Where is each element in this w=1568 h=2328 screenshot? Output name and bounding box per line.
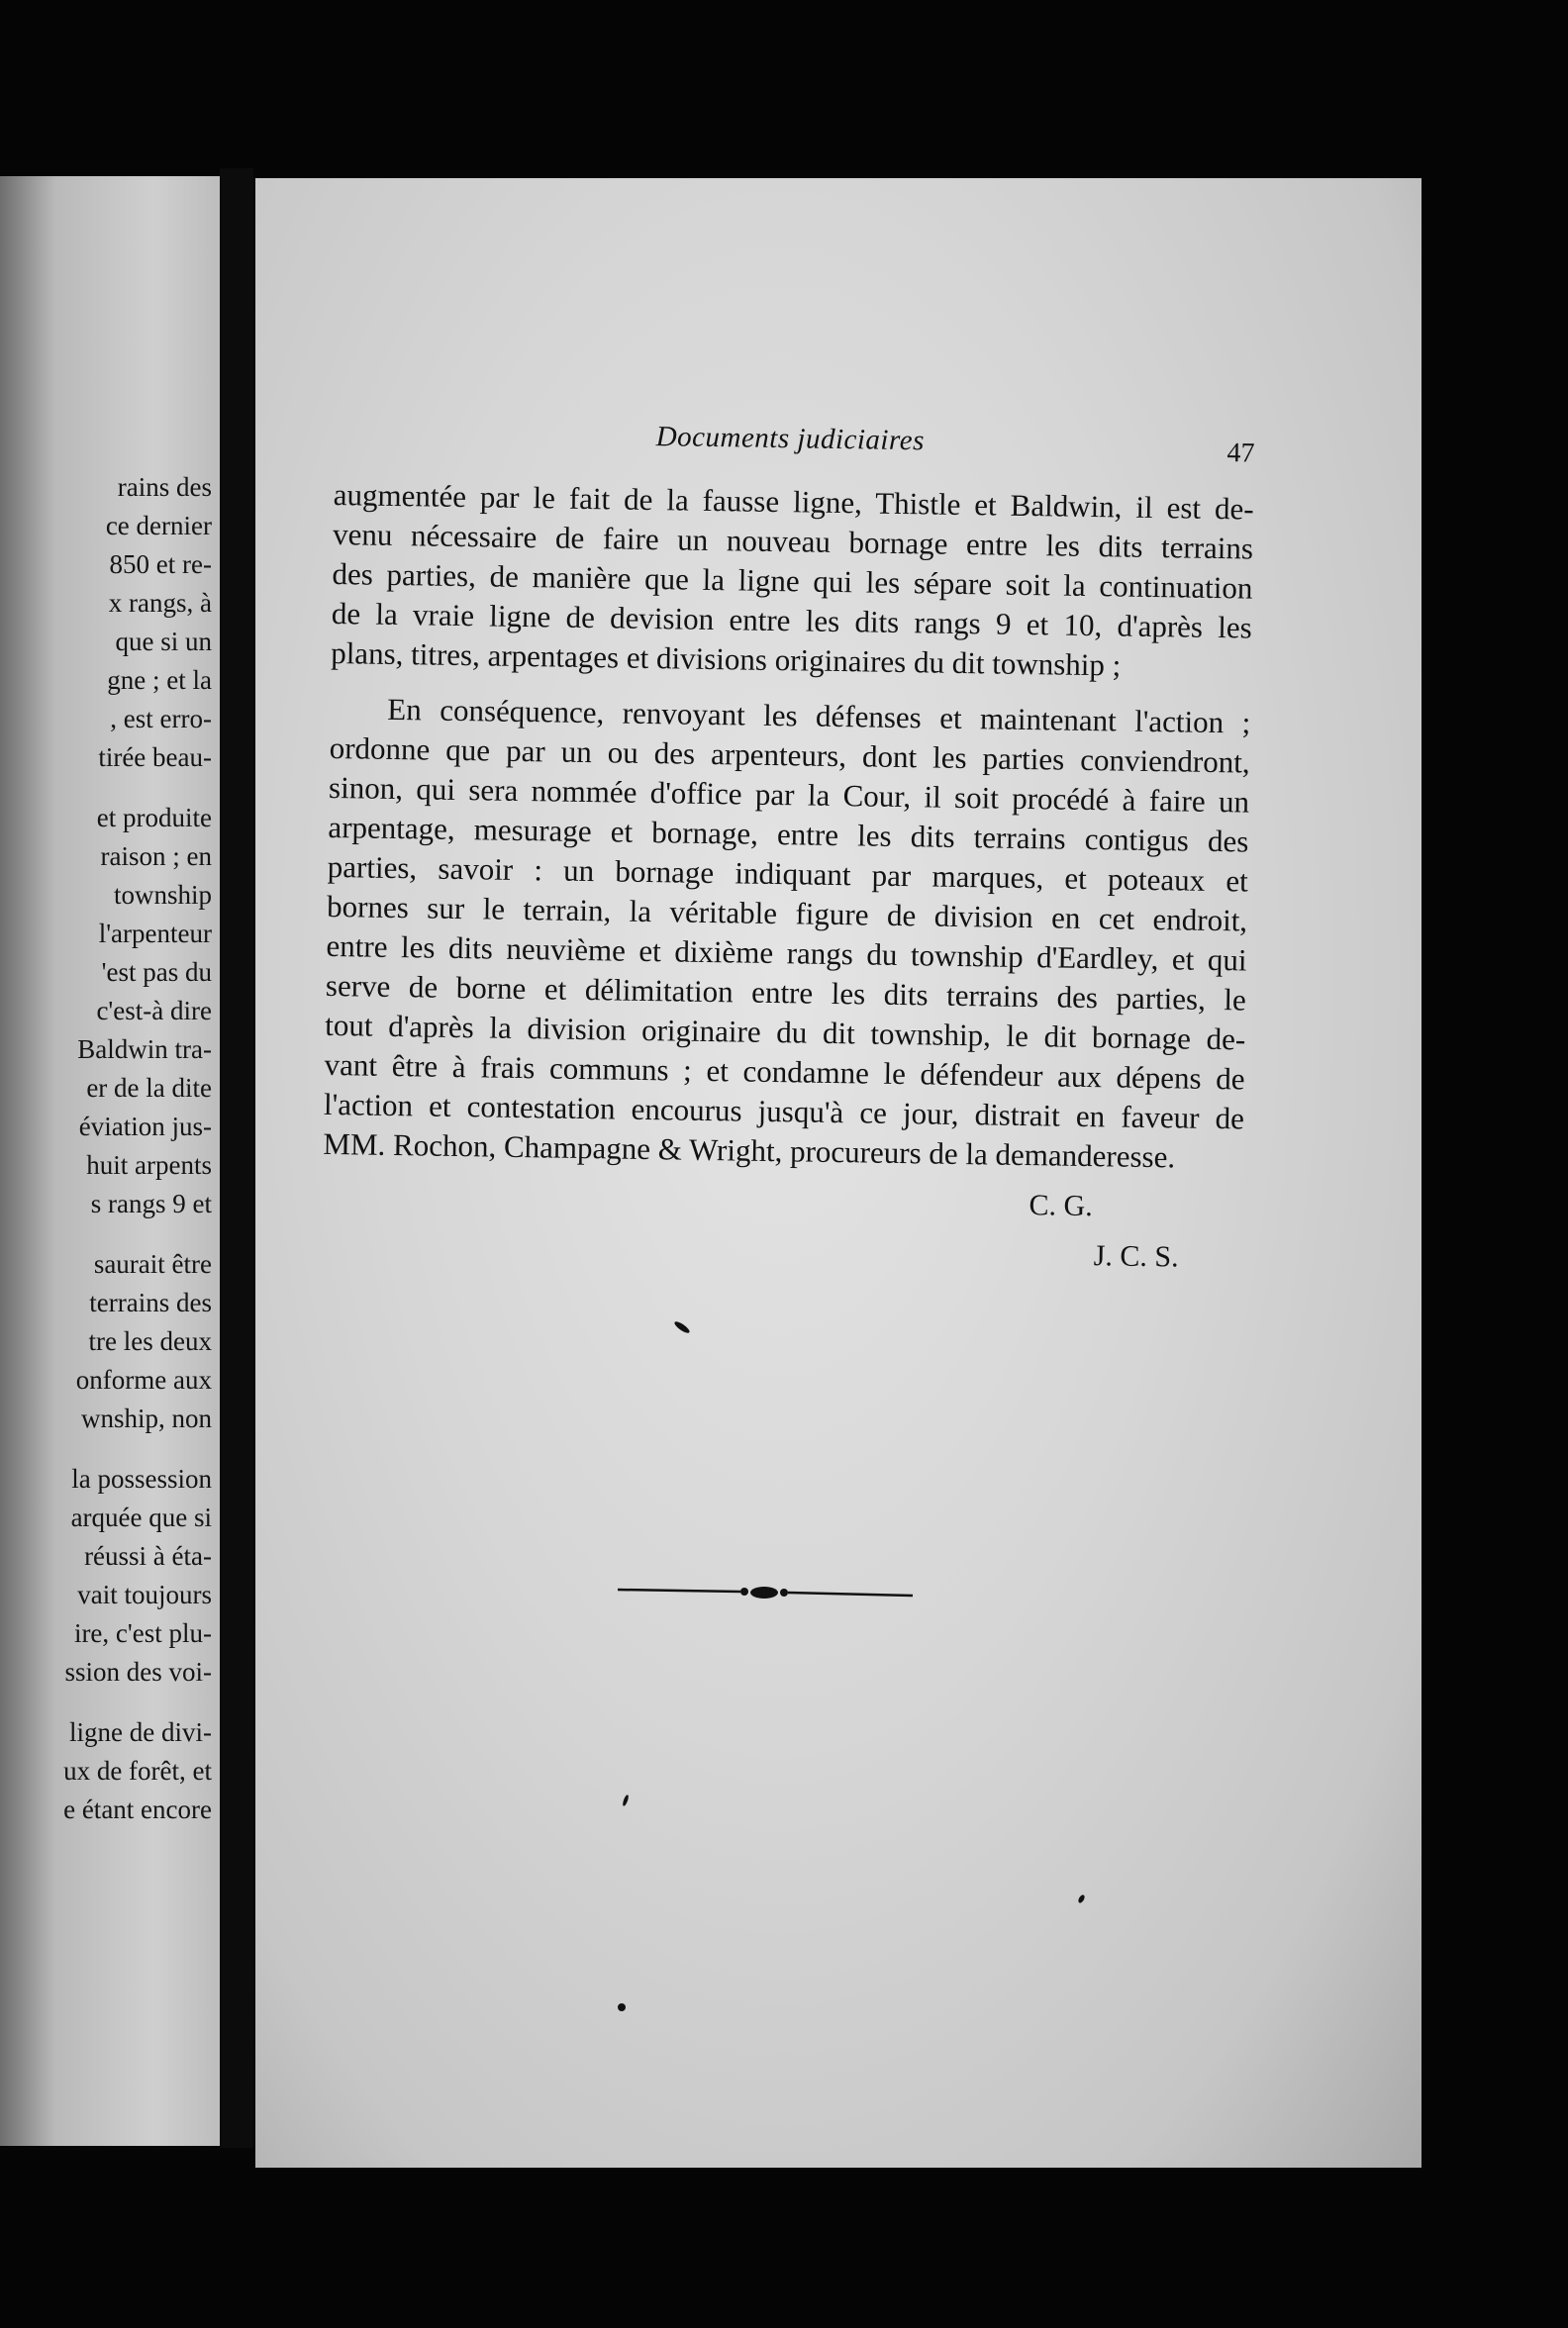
facing-page-text — [63, 468, 212, 1829]
facing-page-line: la possession — [71, 1464, 212, 1494]
paragraph-1-line: des parties, de manière que la ligne qui les sépare soit la continuation — [332, 555, 1253, 606]
signature-initials: C. G. — [1029, 1189, 1093, 1223]
facing-page-line: e étant encore — [63, 1794, 212, 1824]
facing-page-line: 'est pas du — [101, 957, 212, 987]
facing-page-line: saurait être — [93, 1249, 212, 1279]
facing-page-line: township — [113, 880, 212, 910]
facing-page-line: , est erro- — [110, 704, 212, 733]
end-ornament-icon — [618, 1582, 915, 1601]
running-title: Documents judiciaires — [655, 421, 926, 457]
ink-speck — [618, 2003, 626, 2011]
facing-page-line: rains des — [117, 472, 212, 502]
facing-page-line: 850 et re- — [109, 549, 212, 579]
facing-page-line: ce dernier — [105, 511, 212, 540]
paragraph-2-line: l'action et contestation encourus jusqu'à ce jour, distrait en faveur de — [323, 1086, 1245, 1136]
paragraph-1-line: de la vraie ligne de devision entre les dits rangs 9 et 10, d'après les — [331, 595, 1253, 645]
paragraph-2 — [323, 689, 1250, 1179]
facing-page-line: onforme aux — [75, 1365, 212, 1395]
facing-page-line: éviation jus- — [78, 1112, 212, 1141]
facing-page-line — [63, 777, 212, 799]
ink-speck — [673, 1319, 691, 1334]
facing-page-line: ligne de divi- — [69, 1717, 212, 1747]
facing-page-line: et produite — [96, 803, 212, 832]
paragraph-1-line: plans, titres, arpentages et divisions originaires du dit township ; — [330, 634, 1122, 683]
paragraph-2-line: sinon, qui sera nommée d'office par la Cour, il soit procédé à faire un — [328, 769, 1250, 820]
facing-page-line — [63, 1692, 212, 1713]
paragraph-2-line: ordonne que par un ou des arpenteurs, dont les parties conviendront, — [329, 729, 1250, 780]
signature-judge: J. C. S. — [1093, 1239, 1179, 1274]
paragraph-2-line: En conséquence, renvoyant les défenses et maintenant l'action ; — [387, 691, 1251, 740]
facing-page-line: tre les deux — [88, 1326, 212, 1356]
paragraph-2-line: vant être à frais communs ; et condamne le défendeur aux dépens de — [324, 1046, 1245, 1097]
facing-page-line: tirée beau- — [98, 742, 212, 772]
paragraph-1 — [331, 475, 1254, 688]
facing-page-line: ire, c'est plu- — [73, 1618, 212, 1648]
facing-page-line: réussi à éta- — [84, 1541, 212, 1571]
facing-page-line: vait toujours — [77, 1580, 212, 1609]
page-47 — [255, 178, 1421, 2168]
paragraph-1-line: venu nécessaire de faire un nouveau bornage entre les dits terrains — [332, 516, 1254, 566]
paragraph-2-line: arpentage, mesurage et bornage, entre les dits terrains contigus des — [328, 809, 1249, 859]
paragraph-2-line: bornes sur le terrain, la véritable figure de division en cet endroit, — [326, 888, 1248, 938]
facing-page-line — [63, 1223, 212, 1245]
facing-page-line: terrains des — [89, 1288, 212, 1317]
paragraph-2-line: MM. Rochon, Champagne & Wright, procureurs de la demanderesse. — [323, 1125, 1176, 1175]
paragraph-2-line: serve de borne et délimitation entre les dits terrains des parties, le — [325, 967, 1247, 1018]
paragraph-2-line: parties, savoir : un bornage indiquant par marques, et poteaux et — [327, 848, 1249, 899]
paragraph-2-line: entre les dits neuvième et dixième rangs du township d'Eardley, et qui — [326, 927, 1247, 978]
facing-page-line: ux de forêt, et — [63, 1756, 212, 1786]
facing-page-line: huit arpents — [86, 1150, 212, 1180]
facing-page-line: l'arpenteur — [98, 919, 212, 948]
paragraph-1-line: augmentée par le fait de la fausse ligne, Thistle et Baldwin, il est de- — [333, 476, 1254, 527]
facing-page-line: wnship, non — [80, 1404, 212, 1433]
facing-page-line: x rangs, à — [108, 588, 212, 618]
facing-page-line: Baldwin tra- — [77, 1034, 212, 1064]
page-number: 47 — [1226, 437, 1255, 469]
ink-speck — [622, 1794, 630, 1807]
facing-page-line: ssion des voi- — [64, 1657, 212, 1687]
facing-page-line: gne ; et la — [107, 665, 212, 695]
signatures — [321, 1174, 1243, 1308]
facing-page-line: raison ; en — [100, 841, 212, 871]
facing-page-line — [63, 1438, 212, 1460]
facing-page-left — [0, 176, 220, 2146]
paragraph-2-line: tout d'après la division originaire du dit township, le dit bornage de- — [325, 1007, 1246, 1057]
facing-page-line: er de la dite — [86, 1073, 212, 1103]
ink-speck — [1077, 1893, 1086, 1903]
facing-page-line: s rangs 9 et — [90, 1189, 212, 1218]
facing-page-line: que si un — [115, 627, 212, 656]
page-content — [321, 416, 1255, 1307]
facing-page-line: c'est-à dire — [96, 996, 212, 1025]
book-gutter — [220, 168, 253, 2148]
facing-page-line: arquée que si — [70, 1503, 212, 1532]
